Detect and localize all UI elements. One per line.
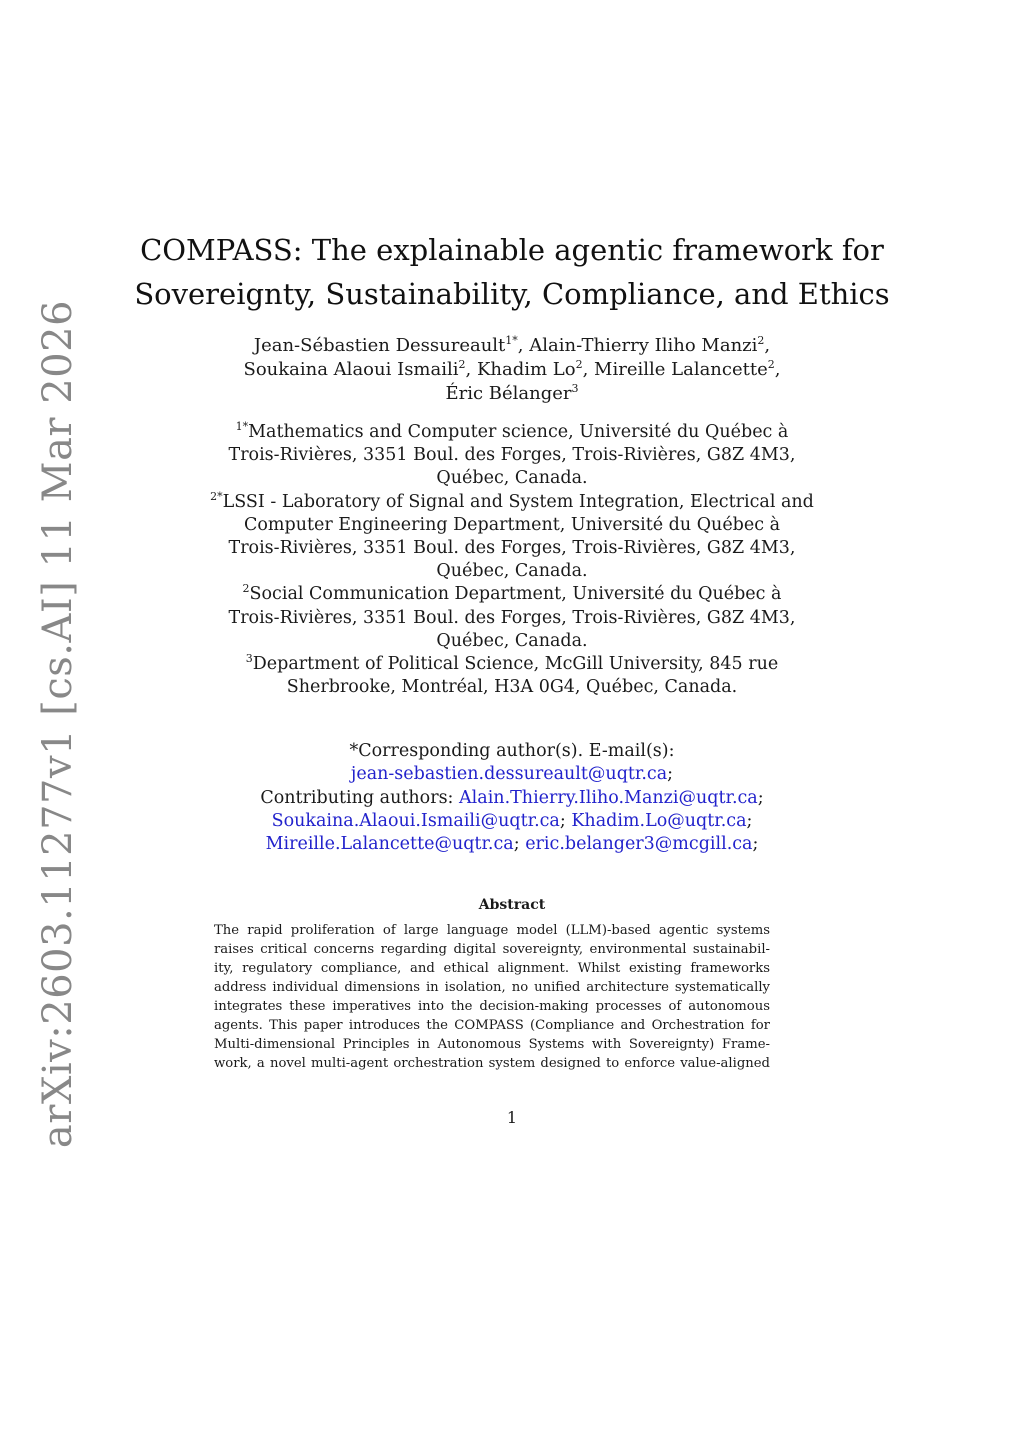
author-name: Mireille Lalancette bbox=[594, 359, 768, 380]
author-separator: , bbox=[517, 335, 530, 356]
author-line-3 bbox=[0, 382, 1024, 406]
email-link-ismaili[interactable]: Soukaina.Alaoui.Ismaili@uqtr.ca bbox=[271, 810, 560, 831]
author-separator: , bbox=[582, 359, 595, 380]
affiliation-line: Trois-Rivières, 3351 Boul. des Forges, Trois-Rivières, G8Z 4M3, bbox=[228, 607, 796, 628]
contributing-line bbox=[0, 787, 1024, 810]
affiliation-line bbox=[0, 653, 1024, 676]
author-sup: 3 bbox=[571, 382, 579, 395]
affiliation-text: LSSI - Laboratory of Signal and System Integration, Electrical and bbox=[222, 491, 814, 512]
contributing-line bbox=[0, 810, 1024, 833]
separator: ; bbox=[746, 810, 753, 831]
page-number: 1 bbox=[506, 1108, 518, 1127]
email-link-lalancette[interactable]: Mireille.Lalancette@uqtr.ca bbox=[265, 834, 514, 855]
affiliation-line bbox=[0, 421, 1024, 444]
author-separator: , bbox=[465, 359, 477, 380]
separator: ; bbox=[667, 764, 674, 785]
paper-title bbox=[0, 228, 1024, 316]
affiliation-line: Sherbrooke, Montréal, H3A 0G4, Québec, Canada. bbox=[286, 677, 738, 698]
separator: ; bbox=[513, 834, 520, 855]
abstract-line: agents. This paper introduces the COMPASS (Compliance and Orchestration for bbox=[214, 1018, 770, 1033]
author-name: Jean-Sébastien Dessureault bbox=[253, 335, 506, 356]
affiliation-sup: 1* bbox=[235, 420, 249, 434]
author-sup: 1* bbox=[505, 334, 518, 347]
abstract-line: work, a novel multi-agent orchestration system designed to enforce value-aligned bbox=[214, 1056, 770, 1071]
author-sup: 2 bbox=[458, 358, 466, 371]
affiliation-line: Québec, Canada. bbox=[436, 468, 588, 489]
contributing-label: Contributing authors: bbox=[260, 787, 454, 808]
corresponding-email-line bbox=[0, 763, 1024, 786]
affiliation-sup: 2 bbox=[242, 582, 250, 596]
affiliation-line bbox=[0, 583, 1024, 606]
affiliation-text: Department of Political Science, McGill University, 845 rue bbox=[252, 654, 779, 675]
title-line-1: COMPASS: The explainable agentic framework for bbox=[140, 233, 884, 267]
contact-block bbox=[0, 740, 1024, 856]
affiliation-line: Trois-Rivières, 3351 Boul. des Forges, Trois-Rivières, G8Z 4M3, bbox=[228, 538, 796, 559]
email-link-manzi[interactable]: Alain.Thierry.Iliho.Manzi@uqtr.ca bbox=[459, 787, 758, 808]
author-line-1 bbox=[0, 334, 1024, 358]
author-sup: 2 bbox=[767, 358, 775, 371]
affiliation-sup: 3 bbox=[245, 652, 253, 666]
abstract-heading: Abstract bbox=[478, 897, 546, 913]
separator: ; bbox=[752, 834, 759, 855]
author-separator: , bbox=[774, 359, 781, 380]
author-name: Éric Bélanger bbox=[445, 383, 572, 404]
author-name: Soukaina Alaoui Ismaili bbox=[243, 359, 459, 380]
abstract-body bbox=[214, 921, 770, 1073]
author-sup: 2 bbox=[757, 334, 765, 347]
author-list bbox=[0, 334, 1024, 406]
author-separator: , bbox=[764, 335, 771, 356]
affiliation-line: Québec, Canada. bbox=[436, 630, 588, 651]
email-link-belanger[interactable]: eric.belanger3@mcgill.ca bbox=[525, 834, 753, 855]
corresponding-email-link[interactable]: jean-sebastien.dessureault@uqtr.ca bbox=[350, 764, 668, 785]
author-line-2 bbox=[0, 358, 1024, 382]
abstract-line: ity, regulatory compliance, and ethical alignment. Whilst existing frameworks bbox=[214, 961, 770, 976]
abstract-line: raises critical concerns regarding digital sovereignty, environmental sustainabil- bbox=[214, 942, 770, 957]
author-sup: 2 bbox=[575, 358, 583, 371]
contributing-line bbox=[0, 833, 1024, 856]
abstract-line: integrates these imperatives into the decision-making processes of autonomous bbox=[214, 999, 770, 1014]
affiliation-sup: 2* bbox=[210, 489, 223, 503]
affiliation-line bbox=[0, 491, 1024, 514]
abstract-line: Multi-dimensional Principles in Autonomous Systems with Sovereignty) Frame- bbox=[214, 1037, 770, 1052]
separator: ; bbox=[559, 810, 566, 831]
arxiv-identifier: arXiv:2603.11277v1 [cs.AI] 11 Mar 2026 bbox=[35, 299, 81, 1149]
affiliation-line: Trois-Rivières, 3351 Boul. des Forges, Trois-Rivières, G8Z 4M3, bbox=[228, 445, 796, 466]
affiliation-text: Social Communication Department, Université du Québec à bbox=[249, 584, 782, 605]
affiliation-text: Mathematics and Computer science, Université du Québec à bbox=[248, 422, 789, 442]
abstract-line: The rapid proliferation of large language model (LLM)-based agentic systems bbox=[214, 923, 770, 938]
abstract-line: address individual dimensions in isolation, no unified architecture systematically bbox=[214, 980, 770, 995]
separator: ; bbox=[757, 787, 764, 808]
affiliation-line: Computer Engineering Department, Université du Québec à bbox=[243, 514, 781, 535]
affiliation-line: Québec, Canada. bbox=[436, 561, 588, 582]
affiliations bbox=[0, 421, 1024, 699]
author-name: Alain-Thierry Iliho Manzi bbox=[529, 335, 758, 356]
title-line-2: Sovereignty, Sustainability, Compliance, and Ethics bbox=[134, 277, 890, 311]
email-link-lo[interactable]: Khadim.Lo@uqtr.ca bbox=[571, 810, 747, 831]
author-name: Khadim Lo bbox=[476, 359, 576, 380]
corresponding-label: *Corresponding author(s). E-mail(s): bbox=[349, 741, 675, 761]
